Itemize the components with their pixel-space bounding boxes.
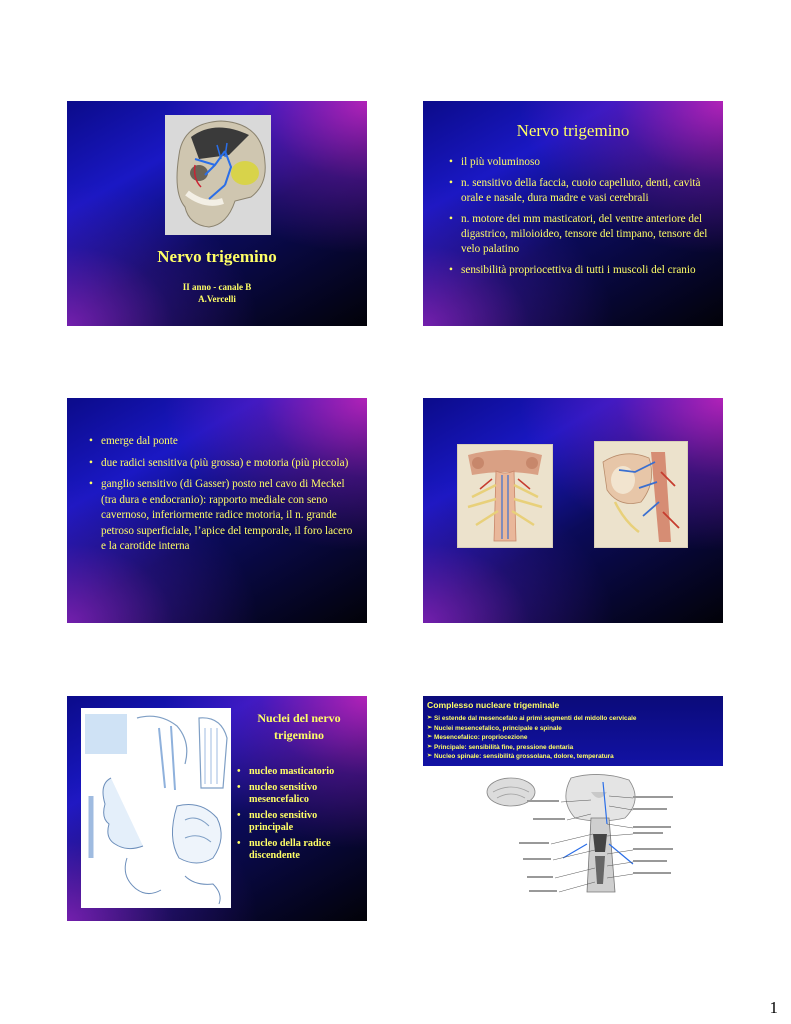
slide-6-arrow-list [427,714,721,762]
bullet-item: • nucleo masticatorio [237,766,361,779]
bullet-item: • sensibilità propriocettiva di tutti i muscoli del cranio [449,263,711,278]
bullet-item: • emerge dal ponte [89,434,357,450]
slide-6-title: Complesso nucleare trigeminale [427,700,560,710]
slide-3-bullet-list [89,434,357,561]
arrow-item: ➢ Principale: sensibilità fine, pressione dentaria [427,743,721,753]
course-label: II anno - canale B [182,282,252,292]
bullet-item: • nucleo sensitivo mesencefalico [237,782,361,807]
arrow-item: ➢ Si estende dal mesencefalo ai primi segmenti del midollo cervicale [427,714,721,724]
slide-2-bullet-list [449,155,711,284]
bullet-item: • il più voluminoso [449,155,711,170]
brainstem-ventral-illustration [457,444,553,548]
page-number: 1 [769,998,778,1017]
slide-2 [423,101,723,326]
slide-5-bullet-list [237,766,361,866]
arrow-item: ➢ Mesencefalico: propriocezione [427,733,721,743]
slide-3 [67,398,367,623]
arrow-item: ➢ Nucleo spinale: sensibilità grossolana, dolore, temperatura [427,752,721,762]
slide-6 [423,696,723,921]
trigeminal-nuclear-complex-diagram [483,774,703,914]
slide-5-title: Nuclei del nervo trigemino [257,711,341,742]
author-label: A.Vercelli [198,294,236,304]
slide-5 [67,696,367,921]
bullet-item: • due radici sensitiva (più grossa) e motoria (più piccola) [89,456,357,472]
bullet-item: • nucleo sensitivo principale [237,810,361,835]
bullet-item: • nucleo della radice discendente [237,838,361,863]
slide-1 [67,101,367,326]
trigeminal-lateral-illustration [594,441,688,548]
trigeminal-nuclei-diagram [81,708,231,908]
slide-4 [423,398,723,623]
slide-2-title: Nervo trigemino [516,121,630,140]
slide-6-header [423,696,723,766]
arrow-item: ➢ Nuclei mesencefalico, principale e spinale [427,724,721,734]
bullet-item: • n. sensitivo della faccia, cuoio capelluto, denti, cavità orale e nasale, dura madre e vasi cerebrali [449,176,711,206]
bullet-item: • ganglio sensitivo (di Gasser) posto nel cavo di Meckel (tra dura e endocranio): rapporto mediale con seno cavernoso, inferiormente radice motoria, il n. grande petroso superficiale, l’apice del temporale, il foro lacero e la carotide interna [89,477,357,555]
skull-trigeminal-illustration [165,115,271,235]
bullet-item: • n. motore dei mm masticatori, del ventre anteriore del digastrico, miloioideo, tensore del timpano, tensore del velo palatino [449,212,711,257]
slide-1-title: Nervo trigemino [157,247,277,266]
